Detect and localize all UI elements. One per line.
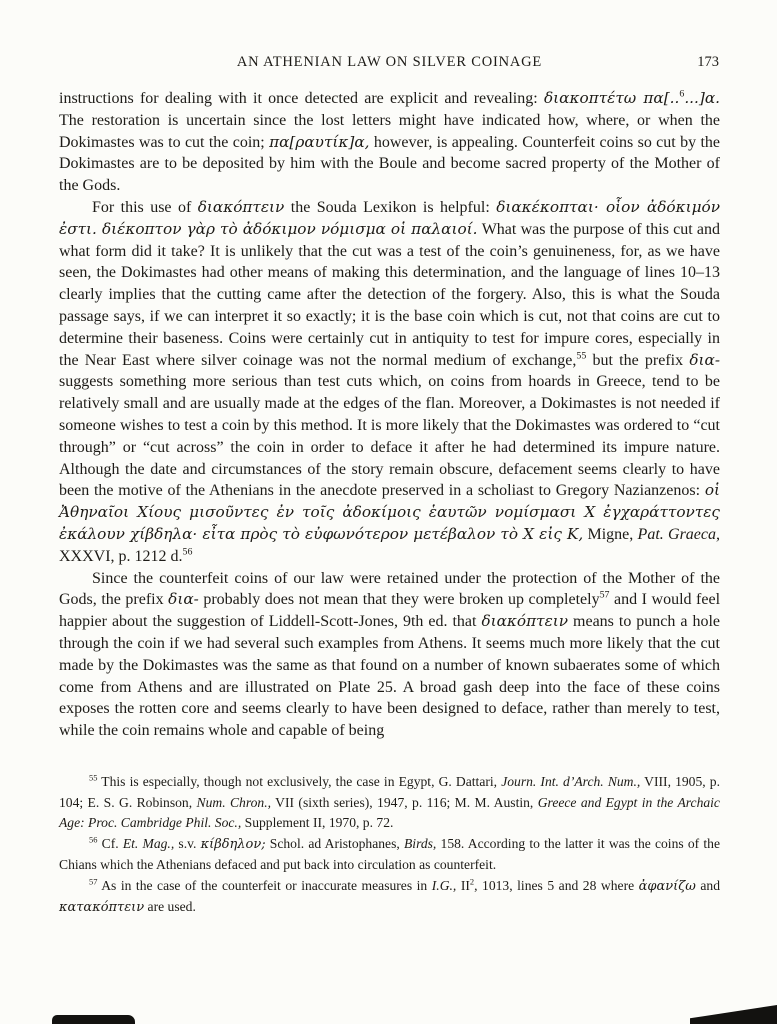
italic-citation: Pat. Graeca, [637, 525, 721, 543]
text-segment: As in the case of the counterfeit or inaccurate measures in [97, 877, 432, 893]
greek-text: κίβδηλον; [200, 836, 266, 852]
superscript-number: 57 [599, 590, 610, 601]
text-segment: What was the purpose of this cut and what form did it take? It is unlikely that the cut was a test of the coin’s genuineness, for, as we have seen, the Dokimastes had other means of making this determination, and the language of lines 10–13 clearly implies that the cutting came after the detection of the forgery. Also, this is what the Souda passage says, if we can interpret it so exactly; it is the base coin which is cut, not that coins are cut to determine their baseness. Coins were certainly cut in antiquity to test for impure cores, especially in the Near East where silver coinage was not the normal medium of exchange, [59, 220, 720, 369]
text-segment: II [456, 877, 470, 893]
greek-text: διακοπτέτω πα[.. [543, 89, 680, 107]
greek-text: ἀφανίζω [638, 878, 696, 894]
text-segment: instructions for dealing with it once detected are explicit and revealing: [59, 90, 544, 107]
scan-artifact-bottom-right [690, 1005, 777, 1024]
italic-citation: Greece and Egypt in the Archaic Age: Proc. Cambridge Phil. Soc., [59, 794, 720, 831]
text-segment: XXXVI, p. 1212 d. [59, 547, 183, 565]
text-segment: VII (sixth series), 1947, p. 116; M. M. Austin, [271, 794, 538, 810]
italic-citation: Et. Mag., [122, 835, 175, 851]
paragraph [59, 197, 720, 568]
text-segment: VIII, 1905, p. 104; E. S. G. Robinson, [59, 773, 720, 810]
text-segment: suggests something more serious than test cuts which, on coins from hoards in Greece, tend to be relatively small and are usually made at the edges of the flan. Moreover, a Dokimastes is not needed if someone wishes to test a coin by this method. It is more likely that the Dokimastes was ordered to “cut through” or “cut across” the coin in order to deface it after he had determined its impure nature. Although the date and circumstances of the story remain obscure, defacement seems clearly to have been the motive of the Athenians in the anecdote preserved in a scholiast to Gregory Nazianzenos: [59, 373, 720, 500]
text-segment: but the prefix [586, 351, 690, 369]
text-segment: Cf. [97, 835, 123, 851]
text-segment: Migne, [583, 525, 638, 543]
italic-citation: Birds, [403, 835, 437, 851]
text-segment: Supplement II, 1970, p. 72. [241, 815, 394, 831]
text-segment: 158. According to the latter it was the coins of the Chians which the Athenians defaced and put back into circulation as counterfeit. [59, 835, 720, 873]
text-segment: Since the counterfeit coins of our law were retained under the protection of the Mother of the Gods, the prefix [59, 569, 720, 609]
italic-citation: Num. Chron., [196, 794, 272, 810]
footnote [59, 834, 720, 876]
text-segment: s.v. [174, 835, 201, 851]
text-segment: The restoration is uncertain since the lost letters might have indicated how, where, or when the Dokimastes was to cut the coin; [59, 111, 720, 151]
superscript-number: 56 [89, 834, 98, 845]
superscript-number: 55 [576, 350, 587, 362]
greek-text: διακέκοπται· οἷον ἀδόκιμόν ἐστι. διέκοπτον γὰρ τὸ ἀδόκιμον νόμισμα οἱ παλαιοί. [59, 197, 720, 238]
italic-citation: Journ. Int. d’Arch. Num., [501, 773, 641, 789]
footnote [59, 772, 720, 834]
footnote [59, 876, 720, 919]
superscript-number: 2 [469, 876, 475, 887]
greek-text: δια- [689, 350, 720, 369]
superscript-number: 57 [89, 876, 98, 887]
text-segment: means to punch a hole through the coin if we had several such examples from Athens. It seems much more likely that the cut made by the Dokimastes was the same as that found on a number of known subaerates some of which come from Athens and are illustrated on Plate 25. A broad gash deep into the face of these coins exposes the rotten core and seems clearly to have been designed to deface, rather than merely to test, while the coin remains whole and capable of being [59, 613, 720, 740]
greek-text: ...]α. [684, 89, 720, 107]
text-segment: , 1013, lines 5 and 28 where [474, 877, 639, 893]
text-segment: For this use of [92, 198, 198, 216]
greek-text: πα[ραυτίκ]α, [269, 132, 370, 151]
text-segment: the Souda Lexikon is helpful: [284, 198, 497, 216]
superscript-number: 6 [679, 88, 685, 100]
running-title: AN ATHENIAN LAW ON SILVER COINAGE [236, 54, 543, 70]
greek-text: διακόπτειν [197, 197, 285, 216]
paragraph [59, 88, 720, 197]
text-segment: Schol. ad Aristophanes, [265, 835, 404, 851]
page-number: 173 [697, 54, 719, 70]
greek-text: διακόπτειν [481, 612, 569, 631]
paragraph [59, 568, 720, 742]
text-segment: are used. [144, 899, 196, 915]
text-segment: and [695, 877, 720, 893]
page-header [59, 54, 720, 74]
text-column [59, 54, 720, 919]
greek-text: οἱ Ἀθηναῖοι Χίους μισοῦντες ἐν τοῖς ἀδοκίμοις ἑαυτῶν νομίσμασι Χ ἐγχαράττοντες ἐκάλουν χίβδηλα· εἶτα πρὸς τὸ εὐφωνότερον μετέβαλον τὸ Χ εἰς Κ, [59, 481, 720, 543]
text-segment: This is especially, though not exclusively, the case in Egypt, G. Dattari, [97, 773, 502, 789]
greek-text: κατακόπτειν [59, 900, 145, 916]
greek-text: δια- [168, 590, 199, 609]
text-segment: however, is appealing. Counterfeit coins so cut by the Dokimastes are to be deposited by him with the Boule and become sacred property of the Mother of the Gods. [59, 133, 720, 195]
scan-artifact-bottom-left [52, 1015, 135, 1024]
superscript-number: 56 [182, 546, 193, 558]
footnotes [59, 772, 720, 919]
text-segment: probably does not mean that they were broken up completely [198, 591, 600, 609]
text-segment: and I would feel happier about the suggestion of Liddell-Scott-Jones, 9th ed. that [59, 591, 721, 631]
superscript-number: 55 [89, 772, 98, 783]
italic-citation: I.G., [431, 877, 457, 893]
body-paragraphs [59, 88, 720, 742]
